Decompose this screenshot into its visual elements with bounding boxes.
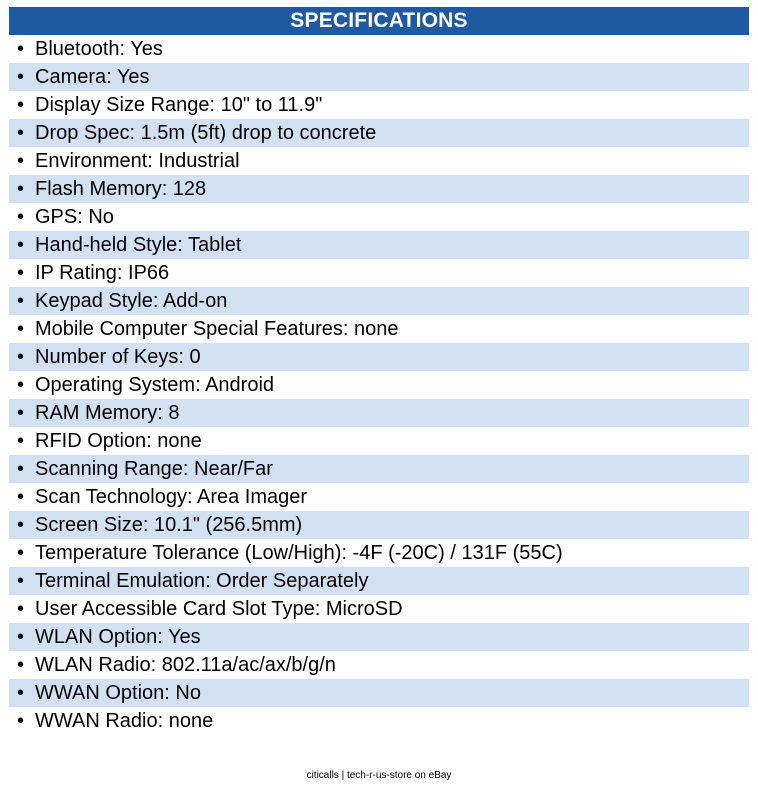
bullet-icon: • xyxy=(17,626,25,648)
spec-item xyxy=(9,175,749,203)
spec-text: GPS: No xyxy=(35,206,114,228)
spec-item xyxy=(9,595,749,623)
bullet-icon: • xyxy=(17,262,25,284)
spec-item xyxy=(9,259,749,287)
spec-item xyxy=(9,399,749,427)
spec-item xyxy=(9,119,749,147)
spec-text: Scan Technology: Area Imager xyxy=(35,486,308,508)
bullet-icon: • xyxy=(17,234,25,256)
bullet-icon: • xyxy=(17,458,25,480)
bullet-icon: • xyxy=(17,654,25,676)
spec-item xyxy=(9,511,749,539)
spec-text: User Accessible Card Slot Type: MicroSD xyxy=(35,598,403,620)
spec-item xyxy=(9,483,749,511)
spec-text: WWAN Radio: none xyxy=(35,710,214,732)
bullet-icon: • xyxy=(17,346,25,368)
spec-item xyxy=(9,91,749,119)
spec-item xyxy=(9,539,749,567)
bullet-icon: • xyxy=(17,206,25,228)
spec-item xyxy=(9,371,749,399)
spec-text: Drop Spec: 1.5m (5ft) drop to concrete xyxy=(35,122,377,144)
spec-item xyxy=(9,707,749,735)
spec-text: Terminal Emulation: Order Separately xyxy=(35,570,369,592)
bullet-icon: • xyxy=(17,402,25,424)
spec-item xyxy=(9,651,749,679)
footer-credit: citicalls | tech-r-us-store on eBay xyxy=(306,770,452,781)
bullet-icon: • xyxy=(17,430,25,452)
spec-text: Screen Size: 10.1" (256.5mm) xyxy=(35,514,303,536)
spec-text: Hand-held Style: Tablet xyxy=(35,234,242,256)
spec-text: WLAN Option: Yes xyxy=(35,626,201,648)
spec-text: RFID Option: none xyxy=(35,430,202,452)
specifications-panel xyxy=(9,7,749,735)
spec-text: Display Size Range: 10" to 11.9" xyxy=(35,94,323,116)
spec-text: Keypad Style: Add-on xyxy=(35,290,228,312)
bullet-icon: • xyxy=(17,178,25,200)
spec-item xyxy=(9,231,749,259)
bullet-icon: • xyxy=(17,570,25,592)
spec-item xyxy=(9,63,749,91)
spec-item xyxy=(9,203,749,231)
spec-text: IP Rating: IP66 xyxy=(35,262,170,284)
bullet-icon: • xyxy=(17,710,25,732)
spec-text: Operating System: Android xyxy=(35,374,275,396)
bullet-icon: • xyxy=(17,38,25,60)
bullet-icon: • xyxy=(17,318,25,340)
bullet-icon: • xyxy=(17,682,25,704)
spec-item xyxy=(9,427,749,455)
spec-text: Camera: Yes xyxy=(35,66,150,88)
spec-item xyxy=(9,147,749,175)
spec-item xyxy=(9,567,749,595)
spec-item xyxy=(9,315,749,343)
specifications-list xyxy=(9,35,749,735)
spec-item xyxy=(9,35,749,63)
spec-text: Mobile Computer Special Features: none xyxy=(35,318,399,340)
bullet-icon: • xyxy=(17,374,25,396)
spec-text: Scanning Range: Near/Far xyxy=(35,458,273,480)
bullet-icon: • xyxy=(17,486,25,508)
spec-text: WWAN Option: No xyxy=(35,682,201,704)
bullet-icon: • xyxy=(17,290,25,312)
spec-item xyxy=(9,287,749,315)
spec-item xyxy=(9,455,749,483)
spec-text: Environment: Industrial xyxy=(35,150,240,172)
bullet-icon: • xyxy=(17,150,25,172)
bullet-icon: • xyxy=(17,94,25,116)
bullet-icon: • xyxy=(17,122,25,144)
spec-text: Number of Keys: 0 xyxy=(35,346,201,368)
bullet-icon: • xyxy=(17,66,25,88)
spec-text: Temperature Tolerance (Low/High): -4F (-20C) / 131F (55C) xyxy=(35,542,563,564)
spec-item xyxy=(9,343,749,371)
bullet-icon: • xyxy=(17,598,25,620)
spec-item xyxy=(9,623,749,651)
spec-item xyxy=(9,679,749,707)
specifications-header: SPECIFICATIONS xyxy=(9,7,749,35)
bullet-icon: • xyxy=(17,514,25,536)
spec-text: RAM Memory: 8 xyxy=(35,402,180,424)
bullet-icon: • xyxy=(17,542,25,564)
spec-text: WLAN Radio: 802.11a/ac/ax/b/g/n xyxy=(35,654,336,676)
spec-text: Flash Memory: 128 xyxy=(35,178,207,200)
spec-text: Bluetooth: Yes xyxy=(35,38,163,60)
